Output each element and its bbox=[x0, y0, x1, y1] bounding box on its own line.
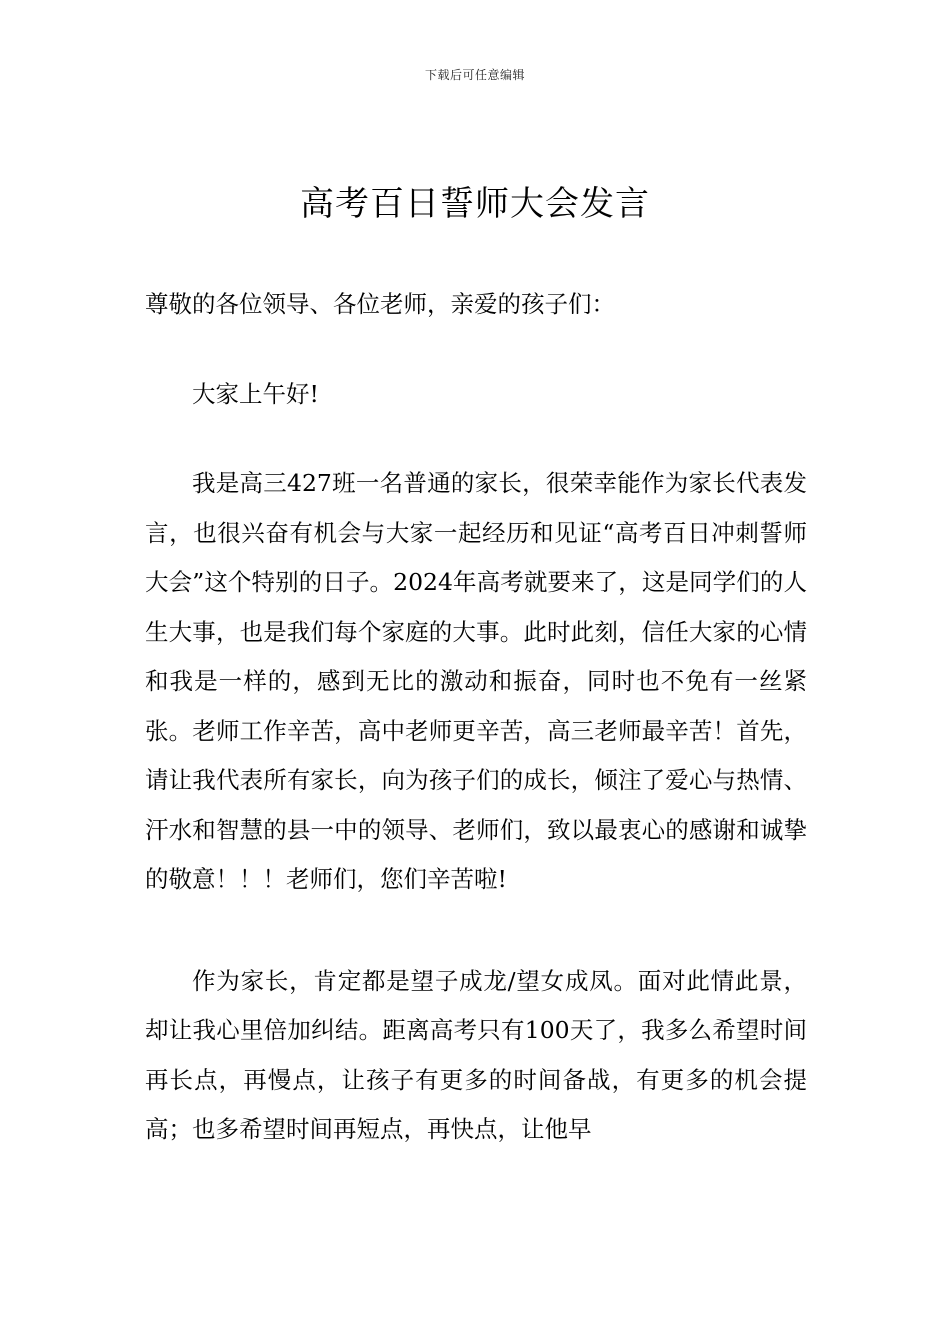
paragraph-parent-feelings: 作为家长，肯定都是望子成龙/望女成凤。面对此情此景，却让我心里倍加纠结。距离高考只有100天了，我多么希望时间再长点，再慢点，让孩子有更多的时间备战，有更多的机会提高；也多希望时间再短点，再快点，让他早 bbox=[145, 966, 807, 1143]
document-body bbox=[145, 280, 807, 1155]
paragraph-introduction: 我是高三427班一名普通的家长，很荣幸能作为家长代表发言，也很兴奋有机会与大家一起经历和见证“高考百日冲刺誓师大会”这个特别的日子。2024年高考就要来了，这是同学们的人生大事，也是我们每个家庭的大事。此时此刻，信任大家的心情和我是一样的，感到无比的激动和振奋，同时也不免有一丝紧张。老师工作辛苦，高中老师更辛苦，高三老师最辛苦！首先，请让我代表所有家长，向为孩子们的成长，倾注了爱心与热情、汗水和智慧的县一中的领导、老师们，致以最衷心的感谢和诚挚的敬意！！！老师们，您们辛苦啦! bbox=[145, 469, 807, 893]
salutation: 尊敬的各位领导、各位老师，亲爱的孩子们： bbox=[145, 290, 615, 318]
document-title: 高考百日誓师大会发言 bbox=[300, 184, 650, 224]
header-note: 下载后可任意编辑 bbox=[424, 68, 525, 82]
paragraph-greeting: 大家上午好! bbox=[192, 379, 319, 408]
